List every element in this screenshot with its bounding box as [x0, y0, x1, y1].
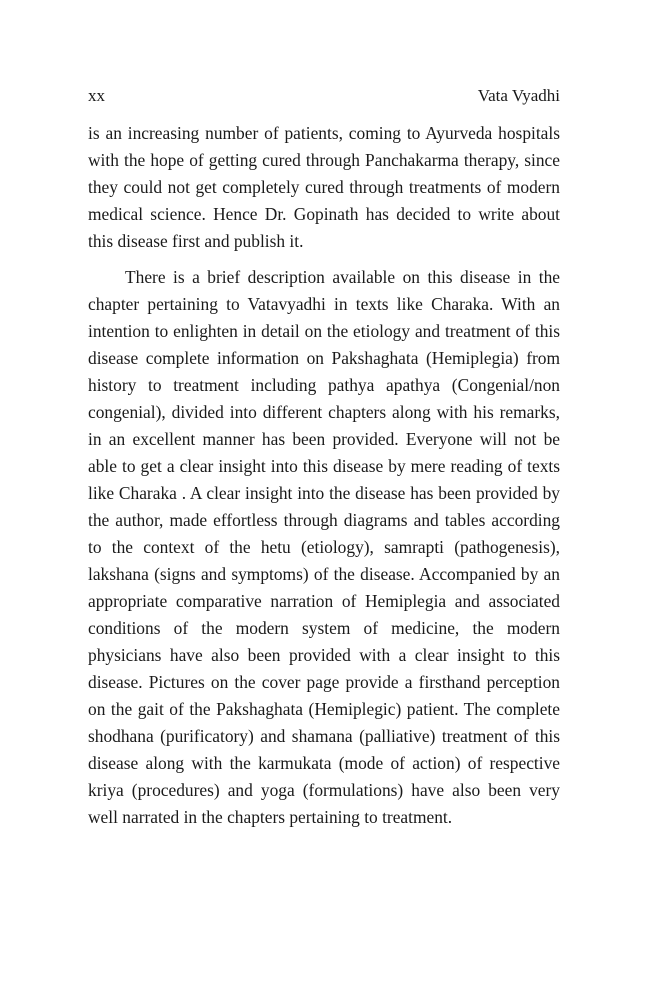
page-number: xx [88, 86, 105, 105]
paragraph-continuation: is an increasing number of patients, coming to Ayurveda hospitals with the hope of getting cured through Panchakarma therapy, since they could not get completely cured through treatments of modern medical science. Hence Dr. Gopinath has decided to write about this disease first and publish it. [88, 123, 560, 251]
book-title: Vata Vyadhi [477, 86, 560, 105]
paragraph-description: There is a brief description available on this disease in the chapter pertaining to Vatavyadhi in texts like Charaka. With an intention to enlighten in detail on the etiology and treatment of this disease complete information on Pakshaghata (Hemiplegia) from history to treatment including pathya apathya (Congenial/non congenial), divided into different chapters along with his remarks, in an excellent manner has been provided. Everyone will not be able to get a clear insight into this disease by mere reading of texts like Charaka . A clear insight into the disease has been provided by the author, made effortless through diagrams and tables according to the context of the hetu (etiology), samrapti (pathogenesis), lakshana (signs and symptoms) of the disease. Accompanied by an appropriate comparative narration of Hemiplegia and associated conditions of the modern system of medicine, the modern physicians have also been provided with a clear insight to this disease. Pictures on the cover page provide a firsthand perception on the gait of the Pakshaghata (Hemiplegic) patient. The complete shodhana (purificatory) and shamana (palliative) treatment of this disease along with the karmukata (mode of action) of respective kriya (procedures) and yoga (formulations) have also been very well narrated in the chapters pertaining to treatment. [88, 267, 560, 827]
book-page [88, 0, 560, 1000]
running-header [88, 84, 560, 108]
body-text [88, 120, 560, 831]
